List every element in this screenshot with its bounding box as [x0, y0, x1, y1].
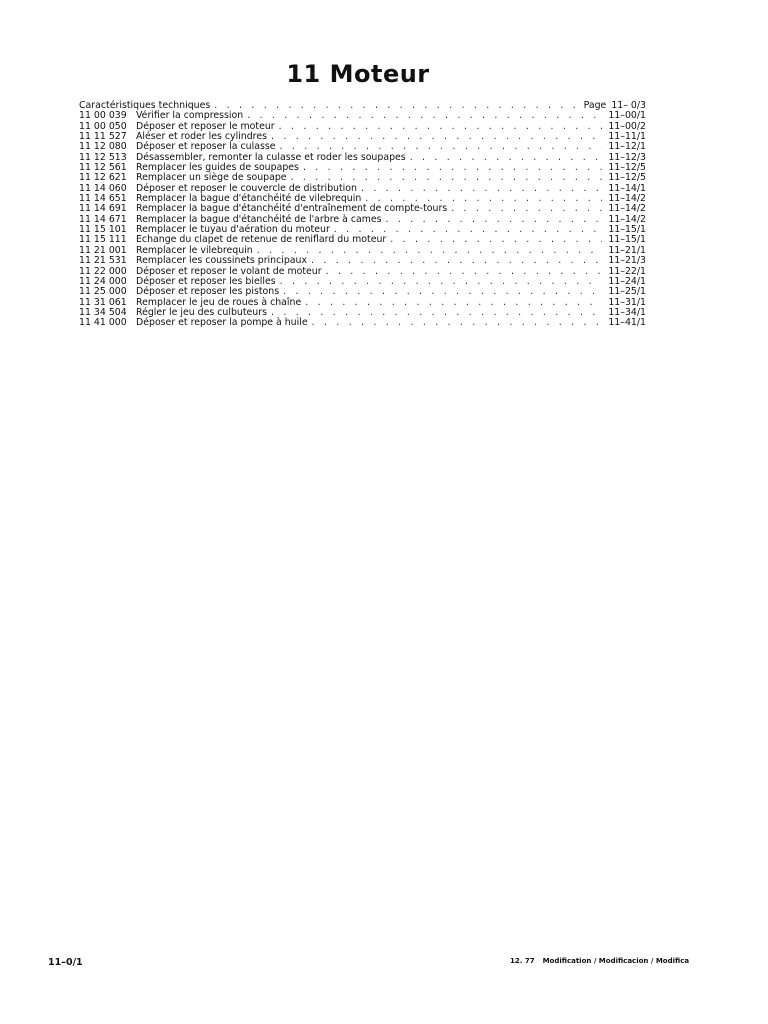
toc-row-label: Déposer et reposer les bielles — [136, 275, 276, 287]
toc-row-page: 11–14/2 — [608, 193, 646, 205]
dot-leader — [326, 267, 602, 277]
toc-row-code: 11 12 561 — [79, 162, 127, 174]
toc-row-code: 11 21 001 — [79, 244, 127, 256]
footer-note-text: Modification / Modificacion / Modifica — [542, 957, 690, 965]
toc-row-label: Remplacer un siège de soupape — [136, 172, 287, 184]
toc-row-label: Remplacer le tuyau d'aération du moteur — [136, 224, 330, 236]
dot-leader — [386, 215, 602, 225]
footer-revision-note — [510, 957, 689, 965]
toc-row-page: 11–12/3 — [608, 151, 646, 163]
toc-row-page: 11–34/1 — [608, 306, 646, 318]
toc-row-label: Déposer et reposer les pistons — [136, 286, 280, 298]
toc-row-label: Désassembler, remonter la culasse et roder les soupapes — [136, 151, 406, 163]
toc-row-code: 11 00 039 — [79, 110, 127, 122]
toc-row-label: Déposer et reposer le moteur — [136, 120, 275, 132]
toc-row-label: Vérifier la compression — [136, 110, 244, 122]
footer-date: 12. 77 — [510, 957, 535, 965]
toc-row-page: 11–12/5 — [608, 162, 646, 174]
toc-row-page: 11–00/1 — [608, 110, 646, 122]
page-title: 11 Moteur — [286, 60, 430, 88]
toc-row-page: 11–00/2 — [608, 120, 646, 132]
toc-row-label: Aléser et roder les cylindres — [136, 131, 267, 143]
toc-row-label: Régler le jeu des culbuteurs — [136, 306, 267, 318]
toc-row-label: Remplacer la bague d'étanchéité de l'arbre à cames — [136, 213, 382, 225]
toc-row-label: Remplacer le vilebrequin — [136, 244, 253, 256]
dot-leader — [303, 163, 602, 173]
toc-row-page: 11–15/1 — [608, 234, 646, 246]
toc-row-page: 11–14/1 — [608, 182, 646, 194]
dot-leader — [410, 153, 602, 163]
toc-row-label: Déposer et reposer la pompe à huile — [136, 317, 308, 329]
toc-row-page: 11–12/5 — [608, 172, 646, 184]
dot-leader — [451, 204, 602, 214]
dot-leader — [280, 277, 602, 287]
toc-row-code: 11 21 531 — [79, 255, 127, 267]
toc-row-code: 11 15 101 — [79, 224, 127, 236]
dot-leader — [247, 111, 602, 121]
toc-row — [79, 256, 646, 266]
toc-row — [79, 318, 646, 328]
toc-row-code: 11 14 060 — [79, 182, 127, 194]
toc-row-label: Déposer et reposer le volant de moteur — [136, 265, 322, 277]
page-prefix: Page — [583, 100, 607, 111]
toc-row-code: 11 12 621 — [79, 172, 127, 184]
toc-row-label: Remplacer le jeu de roues à chaîne — [136, 296, 302, 308]
dot-leader — [361, 184, 602, 194]
toc-row-label: Remplacer la bague d'étanchéité de vilebrequin — [136, 193, 362, 205]
toc-row-page: 11–21/3 — [608, 255, 646, 267]
toc-row-label: Echange du clapet de retenue de reniflard du moteur — [136, 234, 387, 246]
toc-row-code: 11 31 061 — [79, 296, 127, 308]
dot-leader — [271, 308, 602, 318]
dot-leader — [257, 246, 602, 256]
toc-row — [79, 287, 646, 297]
footer-page-number: 11–0/1 — [48, 957, 83, 968]
toc-row-code: 11 34 504 — [79, 306, 127, 318]
dot-leader — [311, 256, 602, 266]
toc-row-page: 11–12/1 — [608, 141, 646, 153]
toc-row-label: Déposer et reposer le couvercle de distribution — [136, 182, 357, 194]
toc-row-page: 11–11/1 — [608, 131, 646, 143]
toc-row-code: 11 12 513 — [79, 151, 127, 163]
toc-row-page: 11–31/1 — [608, 296, 646, 308]
dot-leader — [283, 287, 602, 297]
toc-row-page: 11–25/1 — [608, 286, 646, 298]
dot-leader — [390, 235, 602, 245]
toc-header-page-number: 11– 0/3 — [611, 100, 646, 111]
toc-row-code: 11 22 000 — [79, 265, 127, 277]
dot-leader — [271, 132, 602, 142]
toc-row-code: 11 25 000 — [79, 286, 127, 298]
toc-row-page: 11–41/1 — [608, 317, 646, 329]
toc-row-page: 11–14/2 — [608, 203, 646, 215]
toc-row-code: 11 11 527 — [79, 131, 127, 143]
toc-row-code: 11 15 111 — [79, 234, 127, 246]
toc-row-page: 11–21/1 — [608, 244, 646, 256]
dot-leader — [279, 122, 602, 132]
dot-leader — [305, 298, 602, 308]
toc-header-label: Caractéristiques techniques — [79, 100, 211, 111]
toc-row-code: 11 00 050 — [79, 120, 127, 132]
toc-row-code: 11 12 080 — [79, 141, 127, 153]
toc-row-code: 11 24 000 — [79, 275, 127, 287]
table-of-contents — [79, 101, 646, 329]
toc-row-code: 11 14 651 — [79, 193, 127, 205]
toc-row-label: Remplacer les coussinets principaux — [136, 255, 308, 267]
toc-row-page: 11–15/1 — [608, 224, 646, 236]
toc-row-code: 11 14 671 — [79, 213, 127, 225]
dot-leader — [312, 318, 602, 328]
toc-row-code: 11 41 000 — [79, 317, 127, 329]
toc-row-page: 11–14/2 — [608, 213, 646, 225]
toc-row-page: 11–24/1 — [608, 275, 646, 287]
toc-row-label: Remplacer les guides de soupapes — [136, 162, 299, 174]
toc-row-code: 11 14 691 — [79, 203, 127, 215]
toc-row-page: 11–22/1 — [608, 265, 646, 277]
toc-row-label: Remplacer la bague d'étanchéité d'entraînement de compte-tours — [136, 203, 448, 215]
dot-leader — [214, 101, 579, 111]
toc-row-label: Déposer et reposer la culasse — [136, 141, 276, 153]
